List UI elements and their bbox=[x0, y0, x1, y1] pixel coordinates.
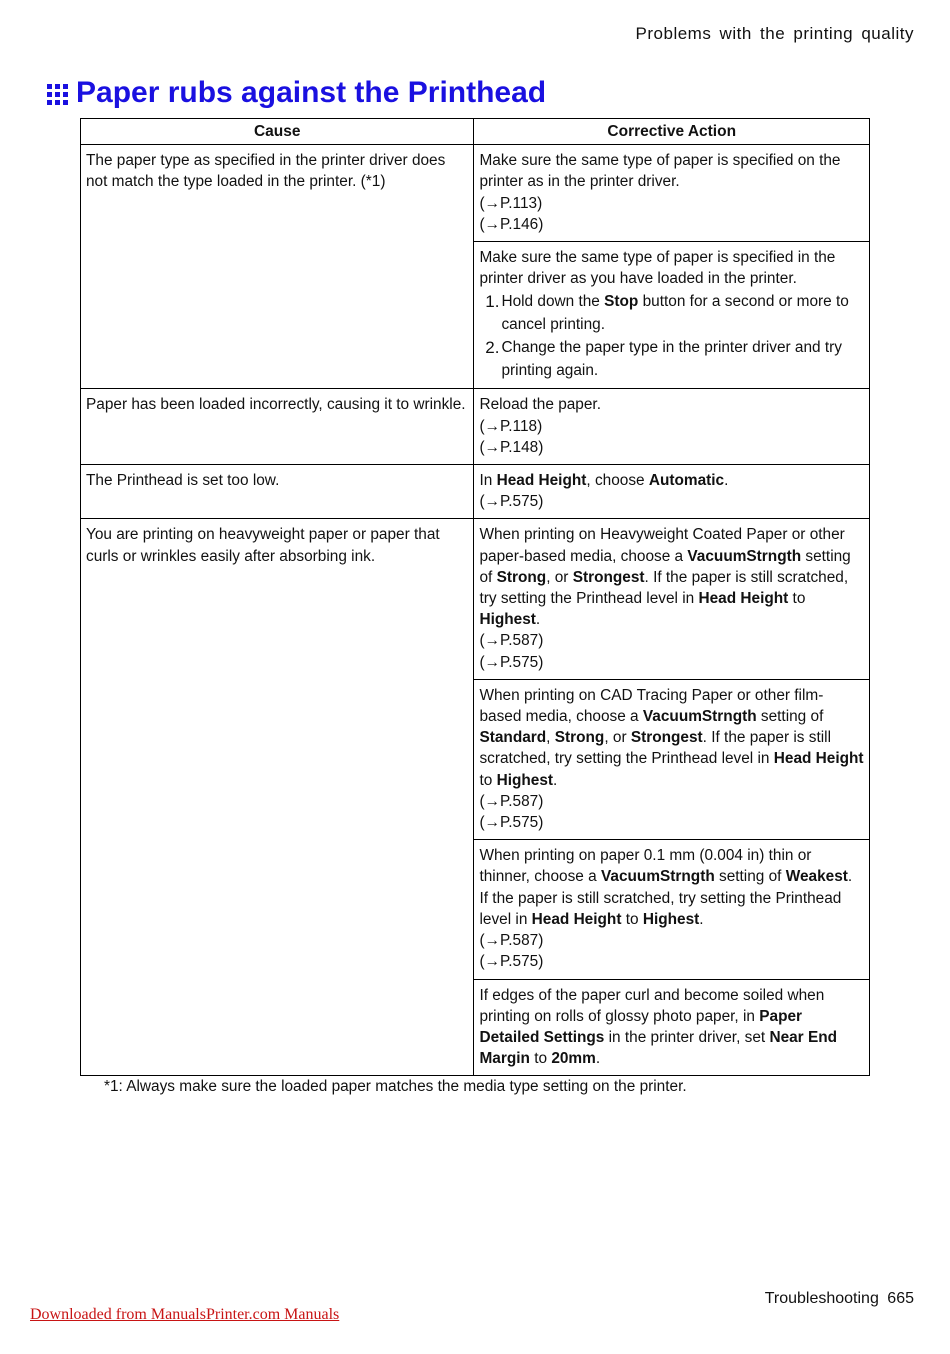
action-cell bbox=[474, 679, 870, 839]
action-text: Reload the paper. bbox=[479, 396, 601, 414]
table-row bbox=[81, 389, 870, 465]
page-reference: (→P.587) bbox=[479, 632, 544, 650]
steps-list bbox=[479, 290, 864, 382]
action-text: In Head Height, choose Automatic. bbox=[479, 472, 729, 490]
cause-cell bbox=[81, 519, 474, 1076]
page-footer bbox=[765, 1290, 914, 1308]
section-title bbox=[46, 76, 546, 110]
table-row bbox=[81, 519, 870, 679]
step-number: 1. bbox=[485, 292, 500, 312]
page-reference: (→P.113) bbox=[479, 194, 543, 212]
page-reference: (→P.575) bbox=[479, 493, 544, 511]
grid-dots-icon bbox=[46, 81, 70, 105]
table-header-row bbox=[81, 119, 870, 145]
page-reference: (→P.118) bbox=[479, 417, 543, 435]
list-item bbox=[479, 290, 864, 336]
column-header-cause: Cause bbox=[81, 119, 474, 145]
chapter-name: Troubleshooting bbox=[764, 1290, 879, 1307]
page-reference: (→P.587) bbox=[479, 932, 544, 950]
footnote: *1: Always make sure the loaded paper matches the media type setting on the printer. bbox=[104, 1078, 687, 1095]
action-text: Make sure the same type of paper is specified in the printer driver as you have loaded in the printer. bbox=[479, 249, 836, 288]
action-cell bbox=[474, 519, 870, 679]
action-cell bbox=[474, 979, 870, 1076]
action-cell bbox=[474, 242, 870, 389]
table-row bbox=[81, 465, 870, 519]
page-reference: (→P.148) bbox=[479, 438, 544, 456]
action-cell bbox=[474, 389, 870, 465]
step-number: 2. bbox=[485, 338, 500, 358]
page-reference: (→P.575) bbox=[479, 814, 544, 832]
column-header-action: Corrective Action bbox=[474, 119, 870, 145]
download-source-link[interactable]: Downloaded from ManualsPrinter.com Manuals bbox=[30, 1306, 340, 1323]
step-text: Hold down the Stop button for a second or more to cancel printing. bbox=[501, 293, 849, 334]
step-text: Change the paper type in the printer driver and try printing again. bbox=[501, 339, 842, 380]
running-header: Problems with the printing quality bbox=[635, 24, 914, 43]
page-reference: (→P.587) bbox=[479, 792, 544, 810]
action-cell bbox=[474, 145, 870, 242]
page-reference: (→P.146) bbox=[479, 215, 544, 233]
action-text: When printing on paper 0.1 mm (0.004 in) thin or thinner, choose a VacuumStrngth setting of Weakest. If the paper is still scratched, try setting the Printhead level in Head Height to Highest. bbox=[479, 847, 853, 928]
troubleshooting-table bbox=[80, 118, 870, 1076]
list-item bbox=[479, 336, 864, 382]
action-cell bbox=[474, 840, 870, 979]
section-title-text: Paper rubs against the Printhead bbox=[76, 76, 547, 109]
cause-text: The paper type as specified in the printer driver does not match the type loaded in the printer. (*1) bbox=[86, 152, 446, 191]
cause-cell: The Printhead is set too low. bbox=[81, 465, 474, 519]
action-text: Make sure the same type of paper is specified on the printer as in the printer driver. bbox=[479, 152, 841, 191]
action-text: When printing on CAD Tracing Paper or other film-based media, choose a VacuumStrngth setting of Standard, Strong, or Strongest. If the paper is still scratched, try setting the Printhead level in Head Height to Highest. bbox=[479, 686, 864, 789]
page-reference: (→P.575) bbox=[479, 953, 544, 971]
page-number: 665 bbox=[887, 1290, 914, 1307]
cause-text: You are printing on heavyweight paper or paper that curls or wrinkles easily after absorbing ink. bbox=[86, 526, 440, 565]
cause-cell bbox=[81, 145, 474, 389]
action-cell bbox=[474, 465, 870, 519]
table-row bbox=[81, 145, 870, 242]
action-text: When printing on Heavyweight Coated Paper or other paper-based media, choose a VacuumStrngth setting of Strong, or Strongest. If the paper is still scratched, try setting the Printhead level in Head Height to Highest. bbox=[479, 526, 851, 629]
action-text: If edges of the paper curl and become soiled when printing on rolls of glossy photo paper, in Paper Detailed Settings in the printer driver, set Near End Margin to 20mm. bbox=[479, 986, 838, 1068]
page-reference: (→P.575) bbox=[479, 653, 544, 671]
cause-cell: Paper has been loaded incorrectly, causing it to wrinkle. bbox=[81, 389, 474, 465]
